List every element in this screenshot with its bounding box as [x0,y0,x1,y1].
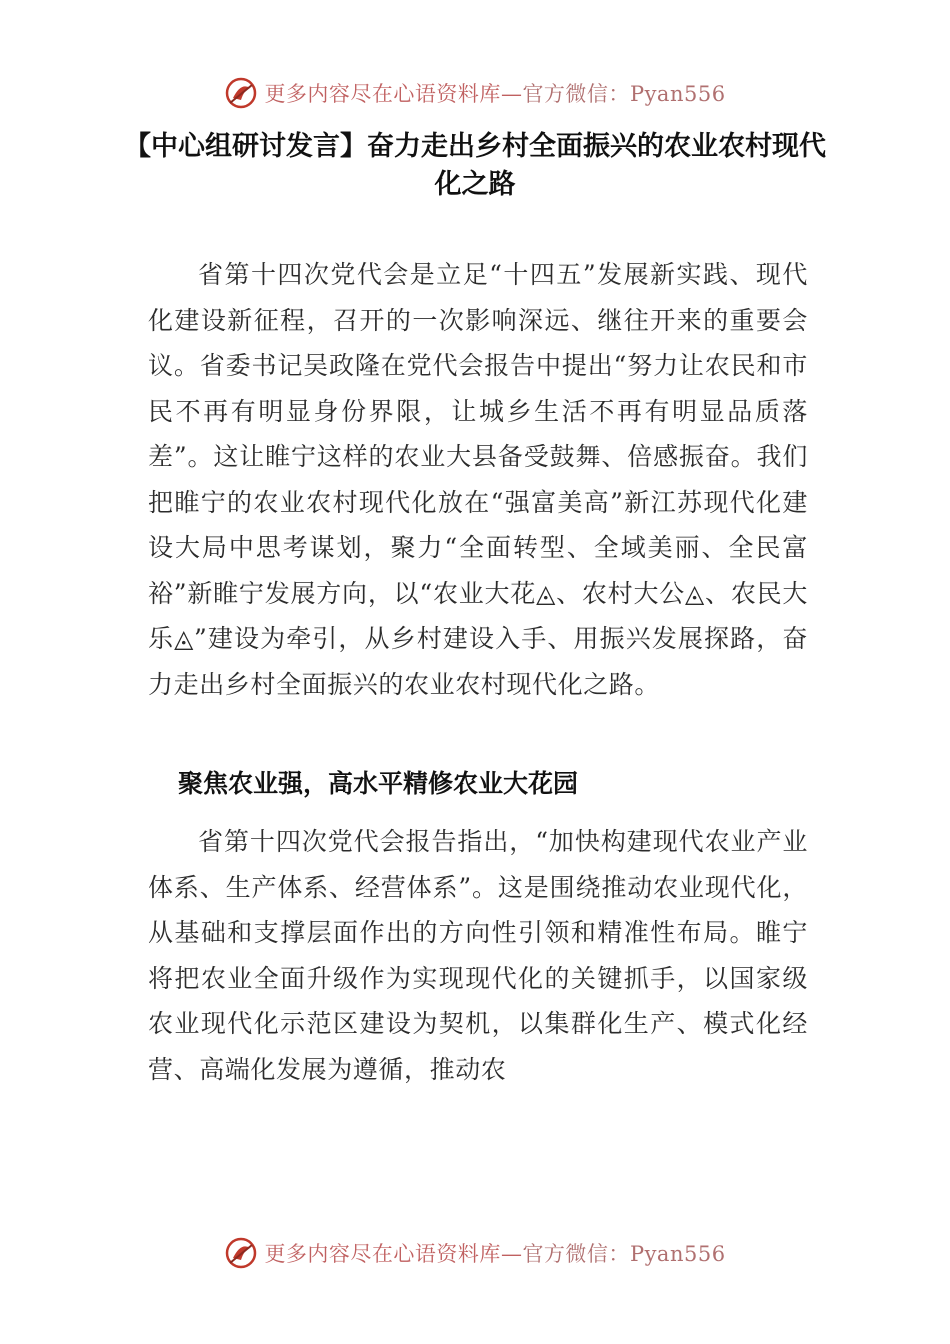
paragraph-1: 省第十四次党代会是立足“十四五”发展新实践、现代化建设新征程，召开的一次影响深远、继往开来的重要会议。省委书记吴政隆在党代会报告中提出“努力让农民和市民不再有明显身份界限，让城乡生活不再有明显品质落差”。这让睢宁这样的农业大县备受鼓舞、倍感振奋。我们把睢宁的农业农村现代化放在“强富美高”新江苏现代化建设大局中思考谋划，聚力“全面转型、全域美丽、全民富裕”新睢宁发展方向，以“农业大花◬、农村大公◬、农民大乐◬”建设为牵引，从乡村建设入手、用振兴发展探路，奋力走出乡村全面振兴的农业农村现代化之路。 [148,260,808,699]
watermark-logo-icon [224,1236,258,1270]
watermark-logo-icon [224,76,258,110]
watermark-text: 更多内容尽在心语资料库—官方微信：Pyan556 [264,1242,726,1266]
document-title: 【中心组研讨发言】奋力走出乡村全面振兴的农业农村现代化之路 [124,131,826,200]
footer-watermark [0,1233,950,1273]
paragraph-2: 省第十四次党代会报告指出，“加快构建现代农业产业体系、生产体系、经营体系”。这是围绕推动农业现代化，从基础和支撑层面作出的方向性引领和精准性布局。睢宁将把农业全面升级作为实现现代化的关键抓手，以国家级农业现代化示范区建设为契机，以集群化生产、模式化经营、高端化发展为遵循，推动农 [148,827,808,1084]
watermark-text: 更多内容尽在心语资料库—官方微信：Pyan556 [264,82,726,106]
section-heading: 聚焦农业强，高水平精修农业大花园 [178,769,579,798]
header-watermark [0,73,950,113]
